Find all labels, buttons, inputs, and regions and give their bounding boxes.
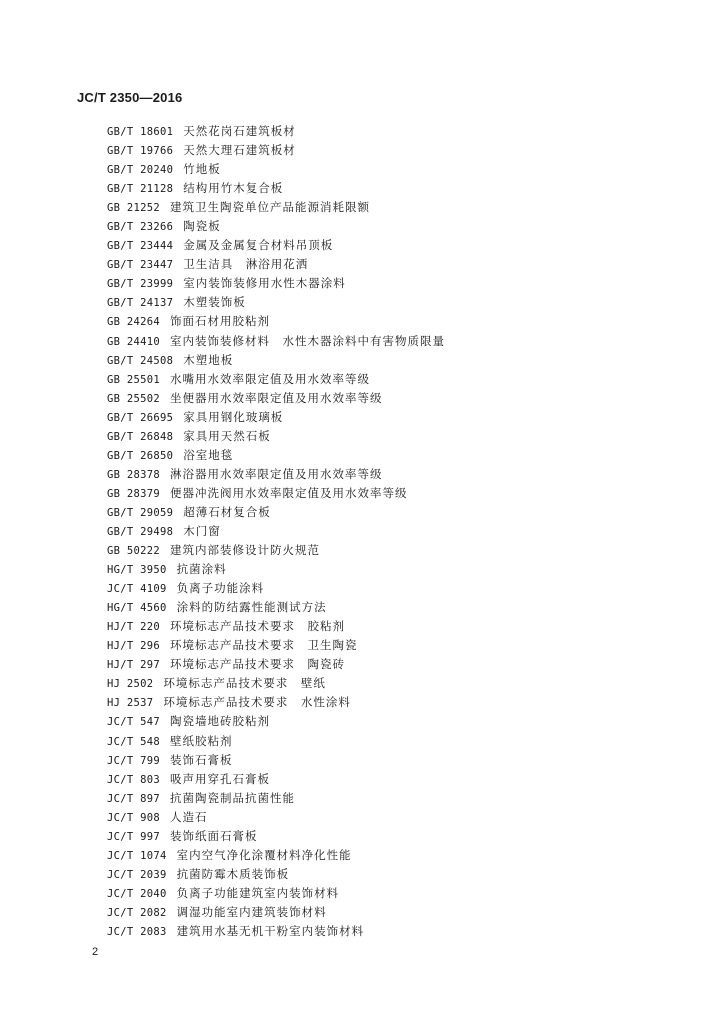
reference-code: HJ/T 297 <box>107 659 160 672</box>
reference-item <box>107 541 707 560</box>
reference-title: 环境标志产品技术要求 壁纸 <box>163 676 326 691</box>
reference-item <box>107 846 707 865</box>
reference-title: 天然大理石建筑板材 <box>183 143 296 158</box>
reference-code: GB 25501 <box>107 373 160 386</box>
reference-title: 调湿功能室内建筑装饰材料 <box>176 904 327 919</box>
reference-item <box>107 332 707 351</box>
reference-code: HG/T 4560 <box>107 602 167 615</box>
reference-title: 陶瓷板 <box>183 219 221 234</box>
reference-title: 负离子功能涂料 <box>176 581 265 596</box>
reference-code: GB 28378 <box>107 468 160 481</box>
reference-title: 环境标志产品技术要求 陶瓷砖 <box>169 657 345 672</box>
reference-code: HJ/T 220 <box>107 621 160 634</box>
reference-title: 木门窗 <box>183 523 221 538</box>
reference-item <box>107 732 707 751</box>
reference-code: GB/T 26695 <box>107 411 174 424</box>
reference-item <box>107 274 707 293</box>
reference-item <box>107 808 707 827</box>
reference-title: 室内空气净化涂覆材料净化性能 <box>176 847 352 862</box>
reference-title: 木塑地板 <box>183 352 234 367</box>
reference-code: GB 21252 <box>107 202 160 215</box>
reference-title: 金属及金属复合材料吊顶板 <box>183 238 334 253</box>
reference-title: 壁纸胶粘剂 <box>169 733 233 748</box>
reference-item <box>107 560 707 579</box>
reference-title: 建筑内部装修设计防火规范 <box>169 543 320 558</box>
reference-title: 淋浴器用水效率限定值及用水效率等级 <box>169 466 383 481</box>
reference-item <box>107 217 707 236</box>
reference-title: 建筑卫生陶瓷单位产品能源消耗限额 <box>169 200 370 215</box>
reference-item <box>107 408 707 427</box>
reference-item <box>107 522 707 541</box>
reference-item <box>107 865 707 884</box>
reference-item <box>107 751 707 770</box>
reference-item <box>107 579 707 598</box>
reference-code: JC/T 799 <box>107 754 160 767</box>
reference-code: GB 50222 <box>107 545 160 558</box>
reference-code: GB/T 20240 <box>107 164 174 177</box>
reference-code: JC/T 548 <box>107 735 160 748</box>
reference-title: 抗菌陶瓷制品抗菌性能 <box>169 790 295 805</box>
reference-item <box>107 370 707 389</box>
reference-item <box>107 446 707 465</box>
normative-references-list <box>107 122 707 941</box>
reference-code: GB/T 19766 <box>107 145 174 158</box>
reference-code: GB 28379 <box>107 487 160 500</box>
reference-title: 装饰纸面石膏板 <box>169 828 258 843</box>
page-number: 2 <box>92 946 99 958</box>
reference-code: JC/T 897 <box>107 792 160 805</box>
reference-code: GB/T 26848 <box>107 430 174 443</box>
reference-code: JC/T 2040 <box>107 887 167 900</box>
reference-item <box>107 389 707 408</box>
reference-item <box>107 598 707 617</box>
reference-item <box>107 789 707 808</box>
reference-code: JC/T 997 <box>107 830 160 843</box>
reference-title: 坐便器用水效率限定值及用水效率等级 <box>169 390 383 405</box>
reference-code: GB/T 21128 <box>107 183 174 196</box>
reference-item <box>107 674 707 693</box>
reference-item <box>107 922 707 941</box>
reference-title: 木塑装饰板 <box>183 295 246 310</box>
reference-item <box>107 198 707 217</box>
reference-item <box>107 465 707 484</box>
reference-item <box>107 712 707 731</box>
reference-code: GB/T 18601 <box>107 126 174 138</box>
reference-code: GB/T 29498 <box>107 525 174 538</box>
reference-item <box>107 351 707 370</box>
reference-title: 环境标志产品技术要求 胶粘剂 <box>169 619 345 634</box>
reference-code: JC/T 4109 <box>107 583 167 596</box>
reference-item <box>107 770 707 789</box>
reference-code: GB 24264 <box>107 316 160 329</box>
reference-title: 饰面石材用胶粘剂 <box>169 314 270 329</box>
reference-item <box>107 827 707 846</box>
reference-title: 涂料的防结露性能测试方法 <box>176 600 327 615</box>
reference-title: 竹地板 <box>183 162 221 177</box>
reference-code: GB/T 23444 <box>107 240 174 253</box>
reference-item <box>107 293 707 312</box>
reference-item <box>107 617 707 636</box>
reference-title: 家具用天然石板 <box>183 428 271 443</box>
reference-item <box>107 636 707 655</box>
reference-title: 抗菌防霉木质装饰板 <box>176 866 290 881</box>
reference-title: 负离子功能建筑室内装饰材料 <box>176 885 340 900</box>
reference-item <box>107 503 707 522</box>
reference-title: 抗菌涂料 <box>176 562 227 577</box>
reference-code: JC/T 2039 <box>107 868 167 881</box>
reference-item <box>107 693 707 712</box>
reference-item <box>107 655 707 674</box>
reference-code: GB/T 23999 <box>107 278 174 291</box>
reference-code: JC/T 908 <box>107 811 160 824</box>
reference-title: 室内装饰装修用水性木器涂料 <box>183 276 346 291</box>
reference-item <box>107 236 707 255</box>
reference-item <box>107 141 707 160</box>
reference-title: 环境标志产品技术要求 卫生陶瓷 <box>169 638 358 653</box>
reference-title: 水嘴用水效率限定值及用水效率等级 <box>169 371 370 386</box>
reference-item <box>107 903 707 922</box>
reference-title: 陶瓷墙地砖胶粘剂 <box>169 714 270 729</box>
reference-title: 卫生洁具 淋浴用花洒 <box>183 257 309 272</box>
reference-code: GB/T 29059 <box>107 506 174 519</box>
reference-item <box>107 122 707 141</box>
reference-title: 装饰石膏板 <box>169 752 233 767</box>
reference-title: 家具用钢化玻璃板 <box>183 409 284 424</box>
reference-item <box>107 884 707 903</box>
reference-title: 环境标志产品技术要求 水性涂料 <box>163 695 351 710</box>
reference-title: 天然花岗石建筑板材 <box>183 124 296 138</box>
reference-code: JC/T 803 <box>107 773 160 786</box>
reference-code: JC/T 2083 <box>107 925 167 938</box>
reference-code: GB 25502 <box>107 392 160 405</box>
reference-code: GB/T 23266 <box>107 221 174 234</box>
reference-item <box>107 160 707 179</box>
reference-title: 结构用竹木复合板 <box>183 181 284 196</box>
reference-code: HJ/T 296 <box>107 640 160 653</box>
reference-item <box>107 484 707 503</box>
reference-title: 浴室地毯 <box>183 447 234 462</box>
reference-title: 室内装饰装修材料 水性木器涂料中有害物质限量 <box>169 333 445 348</box>
reference-title: 便器冲洗阀用水效率限定值及用水效率等级 <box>169 485 408 500</box>
reference-item <box>107 179 707 198</box>
reference-item <box>107 255 707 274</box>
reference-code: GB/T 24137 <box>107 297 174 310</box>
reference-title: 人造石 <box>169 809 208 824</box>
reference-title: 超薄石材复合板 <box>183 504 271 519</box>
reference-title: 建筑用水基无机干粉室内装饰材料 <box>176 923 365 938</box>
reference-code: JC/T 2082 <box>107 906 167 919</box>
reference-code: GB/T 26850 <box>107 449 174 462</box>
reference-code: HG/T 3950 <box>107 564 167 577</box>
reference-code: HJ 2502 <box>107 678 154 691</box>
reference-code: GB/T 23447 <box>107 259 174 272</box>
reference-code: GB/T 24508 <box>107 354 174 367</box>
reference-item <box>107 312 707 331</box>
reference-code: GB 24410 <box>107 335 160 348</box>
reference-code: JC/T 1074 <box>107 849 167 862</box>
reference-code: JC/T 547 <box>107 716 160 729</box>
reference-code: HJ 2537 <box>107 697 154 710</box>
reference-item <box>107 427 707 446</box>
standard-number-header: JC/T 2350—2016 <box>77 90 183 105</box>
reference-title: 吸声用穿孔石膏板 <box>169 771 270 786</box>
